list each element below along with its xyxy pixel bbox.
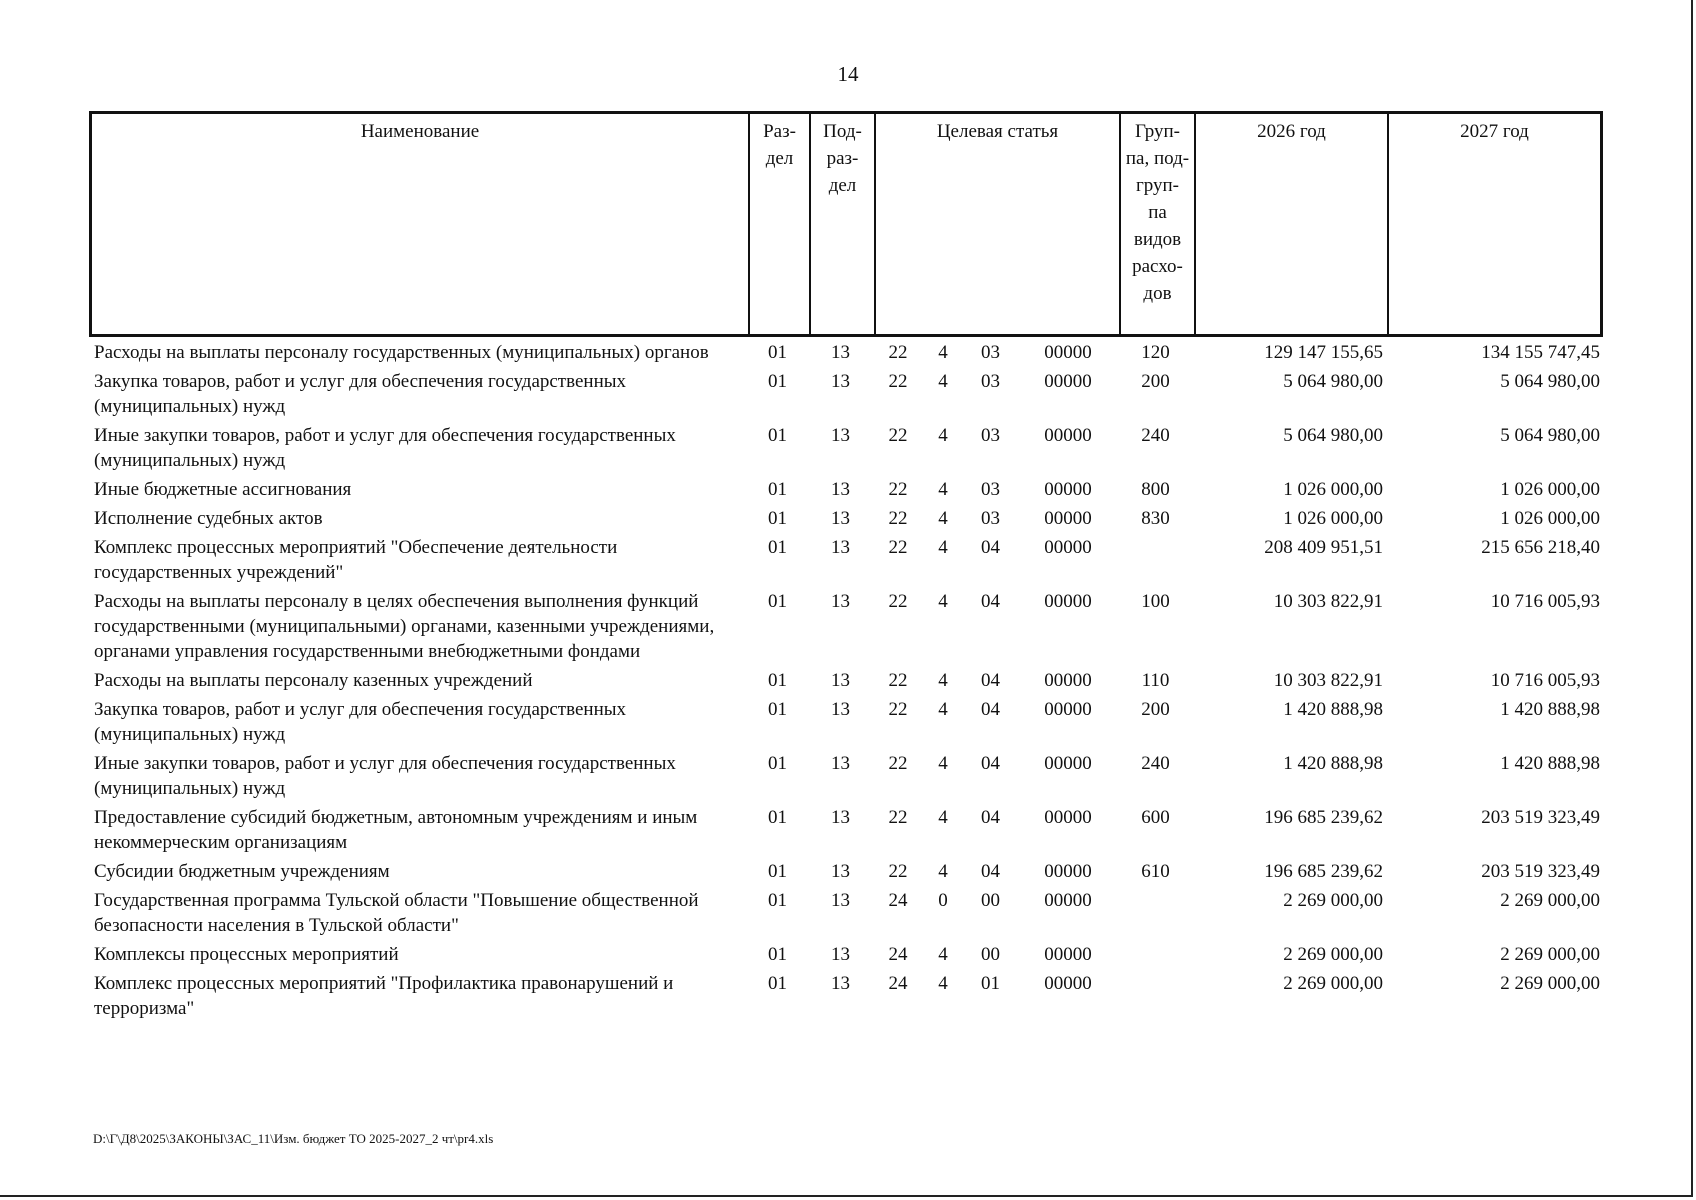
row-podrazdel: 13 (831, 425, 850, 446)
table-row (89, 971, 1603, 1021)
row-expense-group: 240 (1141, 425, 1170, 446)
row-amount-2027: 134 155 747,45 (1481, 342, 1600, 363)
row-amount-2027: 1 420 888,98 (1500, 753, 1600, 774)
table-row (89, 668, 1603, 693)
row-target-program: 22 (888, 861, 908, 882)
row-target-type: 4 (938, 753, 948, 774)
row-name: Иные закупки товаров, работ и услуг для обеспечения государственных (муниципальных) нужд (94, 753, 676, 799)
row-target-subprogram: 04 (981, 537, 1000, 558)
row-name: Комплексы процессных мероприятий (94, 944, 399, 965)
row-amount-2026: 10 303 822,91 (1273, 670, 1383, 691)
row-amount-2027: 1 420 888,98 (1500, 699, 1600, 720)
table-row (89, 805, 1603, 855)
row-expense-group: 800 (1141, 479, 1170, 500)
row-name: Закупка товаров, работ и услуг для обеспечения государственных (муниципальных) нужд (94, 371, 627, 417)
row-target-program: 24 (888, 973, 908, 994)
table-row (89, 859, 1603, 884)
row-name: Комплекс процессных мероприятий "Обеспечение деятельности государственных учреждений" (94, 537, 618, 583)
row-razdel: 01 (768, 371, 787, 392)
row-target-type: 4 (938, 973, 948, 994)
row-amount-2026: 196 685 239,62 (1264, 807, 1383, 828)
page-number: 14 (837, 62, 859, 86)
row-target-subprogram: 00 (981, 890, 1000, 911)
row-amount-2026: 129 147 155,65 (1264, 342, 1383, 363)
row-target-type: 4 (938, 944, 948, 965)
row-target-direction: 00000 (1044, 479, 1092, 500)
header-podrazdel: Под- раз- дел (811, 114, 876, 334)
row-razdel: 01 (768, 479, 787, 500)
row-podrazdel: 13 (831, 890, 850, 911)
table-row (89, 477, 1603, 502)
row-expense-group: 200 (1141, 699, 1170, 720)
row-target-program: 22 (888, 371, 908, 392)
row-target-type: 4 (938, 807, 948, 828)
row-target-direction: 00000 (1044, 944, 1092, 965)
row-target-direction: 00000 (1044, 861, 1092, 882)
row-target-subprogram: 04 (981, 861, 1000, 882)
row-razdel: 01 (768, 973, 787, 994)
table-row (89, 697, 1603, 747)
row-amount-2027: 2 269 000,00 (1500, 944, 1600, 965)
row-name: Государственная программа Тульской области "Повышение общественной безопасности населения в Тульской области" (94, 890, 699, 936)
row-razdel: 01 (768, 342, 787, 363)
table-row (89, 589, 1603, 664)
row-target-program: 22 (888, 670, 908, 691)
row-expense-group (1118, 535, 1193, 585)
row-podrazdel: 13 (831, 342, 850, 363)
row-name: Закупка товаров, работ и услуг для обеспечения государственных (муниципальных) нужд (94, 699, 627, 745)
row-target-program: 22 (888, 699, 908, 720)
row-target-program: 22 (888, 425, 908, 446)
row-target-direction: 00000 (1044, 699, 1092, 720)
row-target-subprogram: 03 (981, 425, 1000, 446)
row-amount-2026: 208 409 951,51 (1264, 537, 1383, 558)
row-name: Субсидии бюджетным учреждениям (94, 861, 390, 882)
row-target-type: 4 (938, 699, 948, 720)
row-target-subprogram: 01 (981, 973, 1000, 994)
row-amount-2027: 10 716 005,93 (1490, 670, 1600, 691)
row-podrazdel: 13 (831, 479, 850, 500)
row-razdel: 01 (768, 508, 787, 529)
row-name: Расходы на выплаты персоналу в целях обеспечения выполнения функций государственными (муниципальными) органами, казенными учреждениями, органами управления государственными внебюджетными фондами (94, 591, 715, 662)
row-target-direction: 00000 (1044, 753, 1092, 774)
row-name: Иные бюджетные ассигнования (94, 479, 352, 500)
table-row (89, 340, 1603, 365)
row-razdel: 01 (768, 861, 787, 882)
row-amount-2027: 203 519 323,49 (1481, 807, 1600, 828)
row-razdel: 01 (768, 425, 787, 446)
table-row (89, 751, 1603, 801)
row-amount-2027: 2 269 000,00 (1500, 973, 1600, 994)
row-target-type: 4 (938, 591, 948, 612)
row-podrazdel: 13 (831, 699, 850, 720)
row-razdel: 01 (768, 753, 787, 774)
row-target-direction: 00000 (1044, 537, 1092, 558)
row-target-program: 22 (888, 342, 908, 363)
row-podrazdel: 13 (831, 591, 850, 612)
row-target-program: 22 (888, 807, 908, 828)
row-target-type: 4 (938, 479, 948, 500)
row-podrazdel: 13 (831, 753, 850, 774)
row-amount-2026: 1 420 888,98 (1283, 753, 1383, 774)
row-podrazdel: 13 (831, 973, 850, 994)
row-razdel: 01 (768, 591, 787, 612)
row-target-program: 22 (888, 753, 908, 774)
table-row (89, 942, 1603, 967)
row-razdel: 01 (768, 670, 787, 691)
row-target-direction: 00000 (1044, 371, 1092, 392)
row-expense-group: 120 (1141, 342, 1170, 363)
row-razdel: 01 (768, 699, 787, 720)
row-target-direction: 00000 (1044, 890, 1092, 911)
row-target-program: 24 (888, 890, 908, 911)
row-expense-group: 100 (1141, 591, 1170, 612)
header-expense-group: Груп- па, под- груп- па видов расхо- дов (1121, 114, 1196, 334)
row-name: Исполнение судебных актов (94, 508, 323, 529)
row-target-program: 22 (888, 537, 908, 558)
row-target-direction: 00000 (1044, 342, 1092, 363)
header-year-2026: 2026 год (1196, 114, 1389, 334)
row-target-type: 4 (938, 508, 948, 529)
row-podrazdel: 13 (831, 807, 850, 828)
table-row (89, 423, 1603, 473)
row-target-program: 24 (888, 944, 908, 965)
row-target-type: 4 (938, 371, 948, 392)
row-razdel: 01 (768, 537, 787, 558)
header-razdel: Раз- дел (750, 114, 811, 334)
row-podrazdel: 13 (831, 944, 850, 965)
row-target-subprogram: 04 (981, 591, 1000, 612)
row-target-type: 4 (938, 342, 948, 363)
row-amount-2026: 2 269 000,00 (1283, 890, 1383, 911)
row-target-program: 22 (888, 479, 908, 500)
row-amount-2027: 5 064 980,00 (1500, 371, 1600, 392)
row-amount-2026: 1 026 000,00 (1283, 479, 1383, 500)
row-amount-2026: 5 064 980,00 (1283, 425, 1383, 446)
row-expense-group (1118, 971, 1193, 1021)
row-razdel: 01 (768, 807, 787, 828)
row-razdel: 01 (768, 890, 787, 911)
row-expense-group: 830 (1141, 508, 1170, 529)
row-name: Предоставление субсидий бюджетным, автономным учреждениям и иным некоммерческим организациям (94, 807, 698, 853)
row-amount-2027: 203 519 323,49 (1481, 861, 1600, 882)
row-target-direction: 00000 (1044, 807, 1092, 828)
row-target-program: 22 (888, 508, 908, 529)
row-target-subprogram: 03 (981, 371, 1000, 392)
row-target-type: 4 (938, 670, 948, 691)
row-target-direction: 00000 (1044, 670, 1092, 691)
row-target-subprogram: 04 (981, 753, 1000, 774)
row-expense-group: 600 (1141, 807, 1170, 828)
row-target-type: 4 (938, 537, 948, 558)
header-year-2027: 2027 год (1460, 121, 1529, 142)
row-target-subprogram: 04 (981, 670, 1000, 691)
row-expense-group (1118, 942, 1193, 967)
row-amount-2026: 5 064 980,00 (1283, 371, 1383, 392)
row-name: Иные закупки товаров, работ и услуг для обеспечения государственных (муниципальных) нужд (94, 425, 676, 471)
row-name: Расходы на выплаты персоналу казенных учреждений (94, 670, 533, 691)
row-name: Комплекс процессных мероприятий "Профилактика правонарушений и терроризма" (94, 973, 674, 1019)
row-expense-group: 240 (1141, 753, 1170, 774)
row-expense-group: 200 (1141, 371, 1170, 392)
table-row (89, 506, 1603, 531)
header-target-article: Целевая статья (876, 114, 1121, 334)
row-target-subprogram: 04 (981, 807, 1000, 828)
row-target-type: 4 (938, 861, 948, 882)
row-amount-2027: 215 656 218,40 (1481, 537, 1600, 558)
header-name: Наименование (92, 114, 750, 334)
row-name: Расходы на выплаты персоналу государственных (муниципальных) органов (94, 342, 709, 363)
row-target-subprogram: 00 (981, 944, 1000, 965)
row-target-subprogram: 03 (981, 508, 1000, 529)
table-row (89, 369, 1603, 419)
row-target-direction: 00000 (1044, 508, 1092, 529)
row-target-type: 0 (938, 890, 948, 911)
row-amount-2027: 5 064 980,00 (1500, 425, 1600, 446)
table-body (89, 340, 1603, 1025)
row-amount-2027: 1 026 000,00 (1500, 508, 1600, 529)
row-podrazdel: 13 (831, 670, 850, 691)
row-amount-2026: 196 685 239,62 (1264, 861, 1383, 882)
row-expense-group: 110 (1141, 670, 1170, 691)
row-target-direction: 00000 (1044, 425, 1092, 446)
row-podrazdel: 13 (831, 861, 850, 882)
row-amount-2026: 1 026 000,00 (1283, 508, 1383, 529)
table-header (89, 111, 1603, 337)
row-expense-group (1118, 888, 1193, 938)
row-target-type: 4 (938, 425, 948, 446)
row-amount-2026: 2 269 000,00 (1283, 944, 1383, 965)
row-amount-2026: 1 420 888,98 (1283, 699, 1383, 720)
row-target-direction: 00000 (1044, 973, 1092, 994)
row-podrazdel: 13 (831, 537, 850, 558)
table-row (89, 535, 1603, 585)
row-amount-2027: 2 269 000,00 (1500, 890, 1600, 911)
row-amount-2027: 1 026 000,00 (1500, 479, 1600, 500)
row-target-subprogram: 04 (981, 699, 1000, 720)
row-amount-2027: 10 716 005,93 (1490, 591, 1600, 612)
row-target-subprogram: 03 (981, 342, 1000, 363)
row-podrazdel: 13 (831, 371, 850, 392)
row-amount-2026: 10 303 822,91 (1273, 591, 1383, 612)
row-target-direction: 00000 (1044, 591, 1092, 612)
row-razdel: 01 (768, 944, 787, 965)
row-podrazdel: 13 (831, 508, 850, 529)
file-path: D:\Г\Д8\2025\ЗАКОНЫ\ЗАС_11\Изм. бюджет ТО 2025-2027_2 чт\pr4.xls (93, 1131, 494, 1146)
row-target-subprogram: 03 (981, 479, 1000, 500)
table-row (89, 888, 1603, 938)
row-target-program: 22 (888, 591, 908, 612)
row-amount-2026: 2 269 000,00 (1283, 973, 1383, 994)
row-expense-group: 610 (1141, 861, 1170, 882)
